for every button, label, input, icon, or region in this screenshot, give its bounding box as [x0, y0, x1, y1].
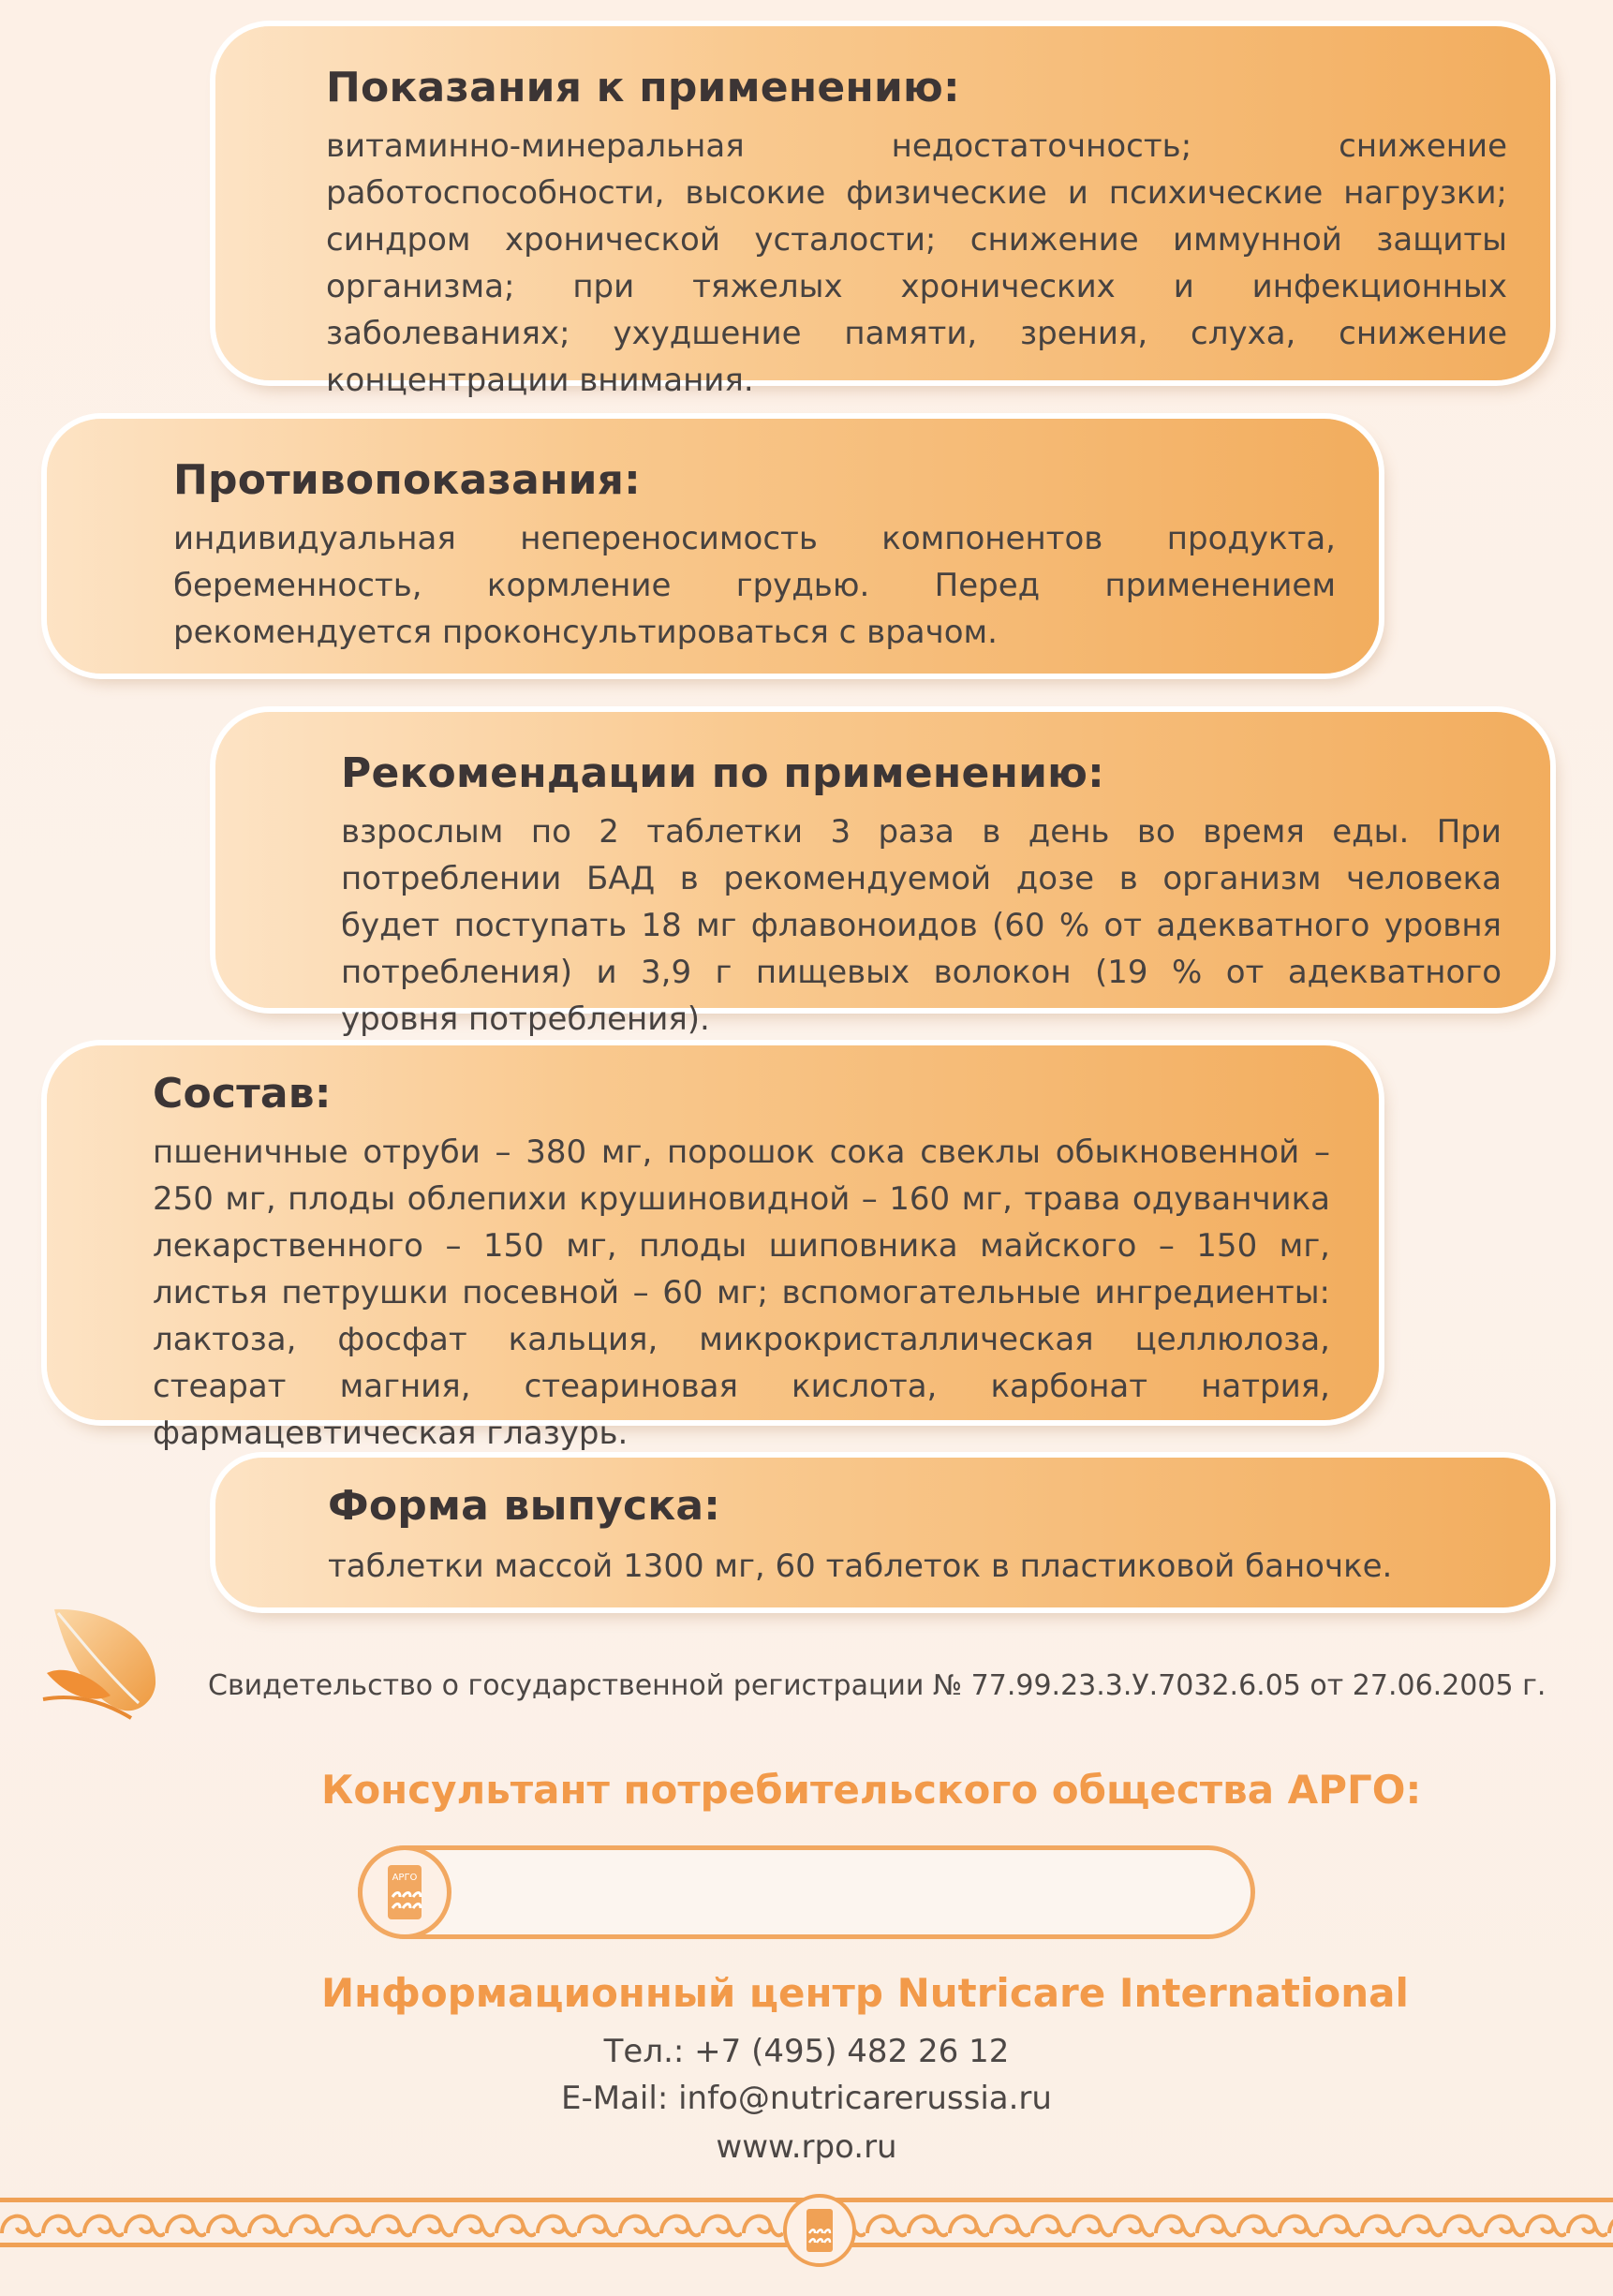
usage-recommendations-text: взрослым по 2 таблетки 3 раза в день во время еды. При потреблении БАД в рекомендуемой дозе в организм человека будет поступать 18 мг флавоноидов (60 % от адекватного уровня потребления) и 3,9 г пищевых волокон (19 % от адекватного уровня потребления). — [341, 813, 1502, 1038]
website-link[interactable]: www.rpo.ru — [716, 2128, 897, 2166]
indications-panel — [215, 26, 1550, 399]
email-address: E-Mail: info@nutricarerussia.ru — [561, 2080, 1052, 2117]
release-form-panel — [215, 1458, 1550, 1607]
usage-recommendations-title: Рекомендации по применению: — [341, 749, 1104, 797]
footer-argo-logo — [783, 2194, 856, 2267]
registration-certificate: Свидетельство о государственной регистрации № 77.99.23.3.У.7032.6.05 от 27.06.2005 г. — [208, 1669, 1546, 1702]
argo-logo-icon — [363, 1850, 447, 1934]
indications-text: витаминно-минеральная недостаточность; снижение работоспособности, высокие физические и психические нагрузки; синдром хронической усталости; снижение иммунной защиты организма; при тяжелых хронических и инфекционных заболеваниях; ухудшение памяти, зрения, слуха, снижение концентрации внимания. — [326, 127, 1507, 399]
composition-panel — [47, 1045, 1379, 1452]
contraindications-text: индивидуальная непереносимость компонентов продукта, беременность, кормление грудью. Перед применением рекомендуется проконсультироваться с врачом. — [173, 520, 1336, 651]
release-form-title: Форма выпуска: — [328, 1482, 721, 1530]
phone-number: Тел.: +7 (495) 482 26 12 — [603, 2033, 1010, 2070]
usage-recommendations-panel — [215, 712, 1550, 1038]
argo-logo — [358, 1845, 451, 1939]
indications-title: Показания к применению: — [326, 64, 960, 111]
argo-logo-text: АРГО — [392, 1873, 418, 1883]
footer-argo-logo-icon — [787, 2198, 852, 2263]
consultant-field[interactable] — [358, 1845, 1255, 1939]
contraindications-panel — [47, 419, 1379, 674]
release-form-text: таблетки массой 1300 мг, 60 таблеток в пластиковой баночке. — [328, 1548, 1393, 1585]
consultant-title: Консультант потребительского общества АРГО: — [321, 1767, 1422, 1813]
leaf-icon — [37, 1598, 169, 1729]
composition-text: пшеничные отруби – 380 мг, порошок сока свеклы обыкновенной – 250 мг, плоды облепихи крушиновидной – 160 мг, трава одуванчика лекарственного – 150 мг, плоды шиповника майского – 150 мг, листья петрушки посевной – 60 мг; вспомогательные ингредиенты: лактоза, фосфат кальция, микрокристаллическая целлюлоза, стеарат магния, стеариновая кислота, карбонат натрия, фармацевтическая глазурь. — [153, 1133, 1330, 1452]
info-center-title: Информационный центр Nutricare International — [321, 1970, 1409, 2016]
composition-title: Состав: — [153, 1070, 332, 1118]
contraindications-title: Противопоказания: — [173, 456, 641, 504]
